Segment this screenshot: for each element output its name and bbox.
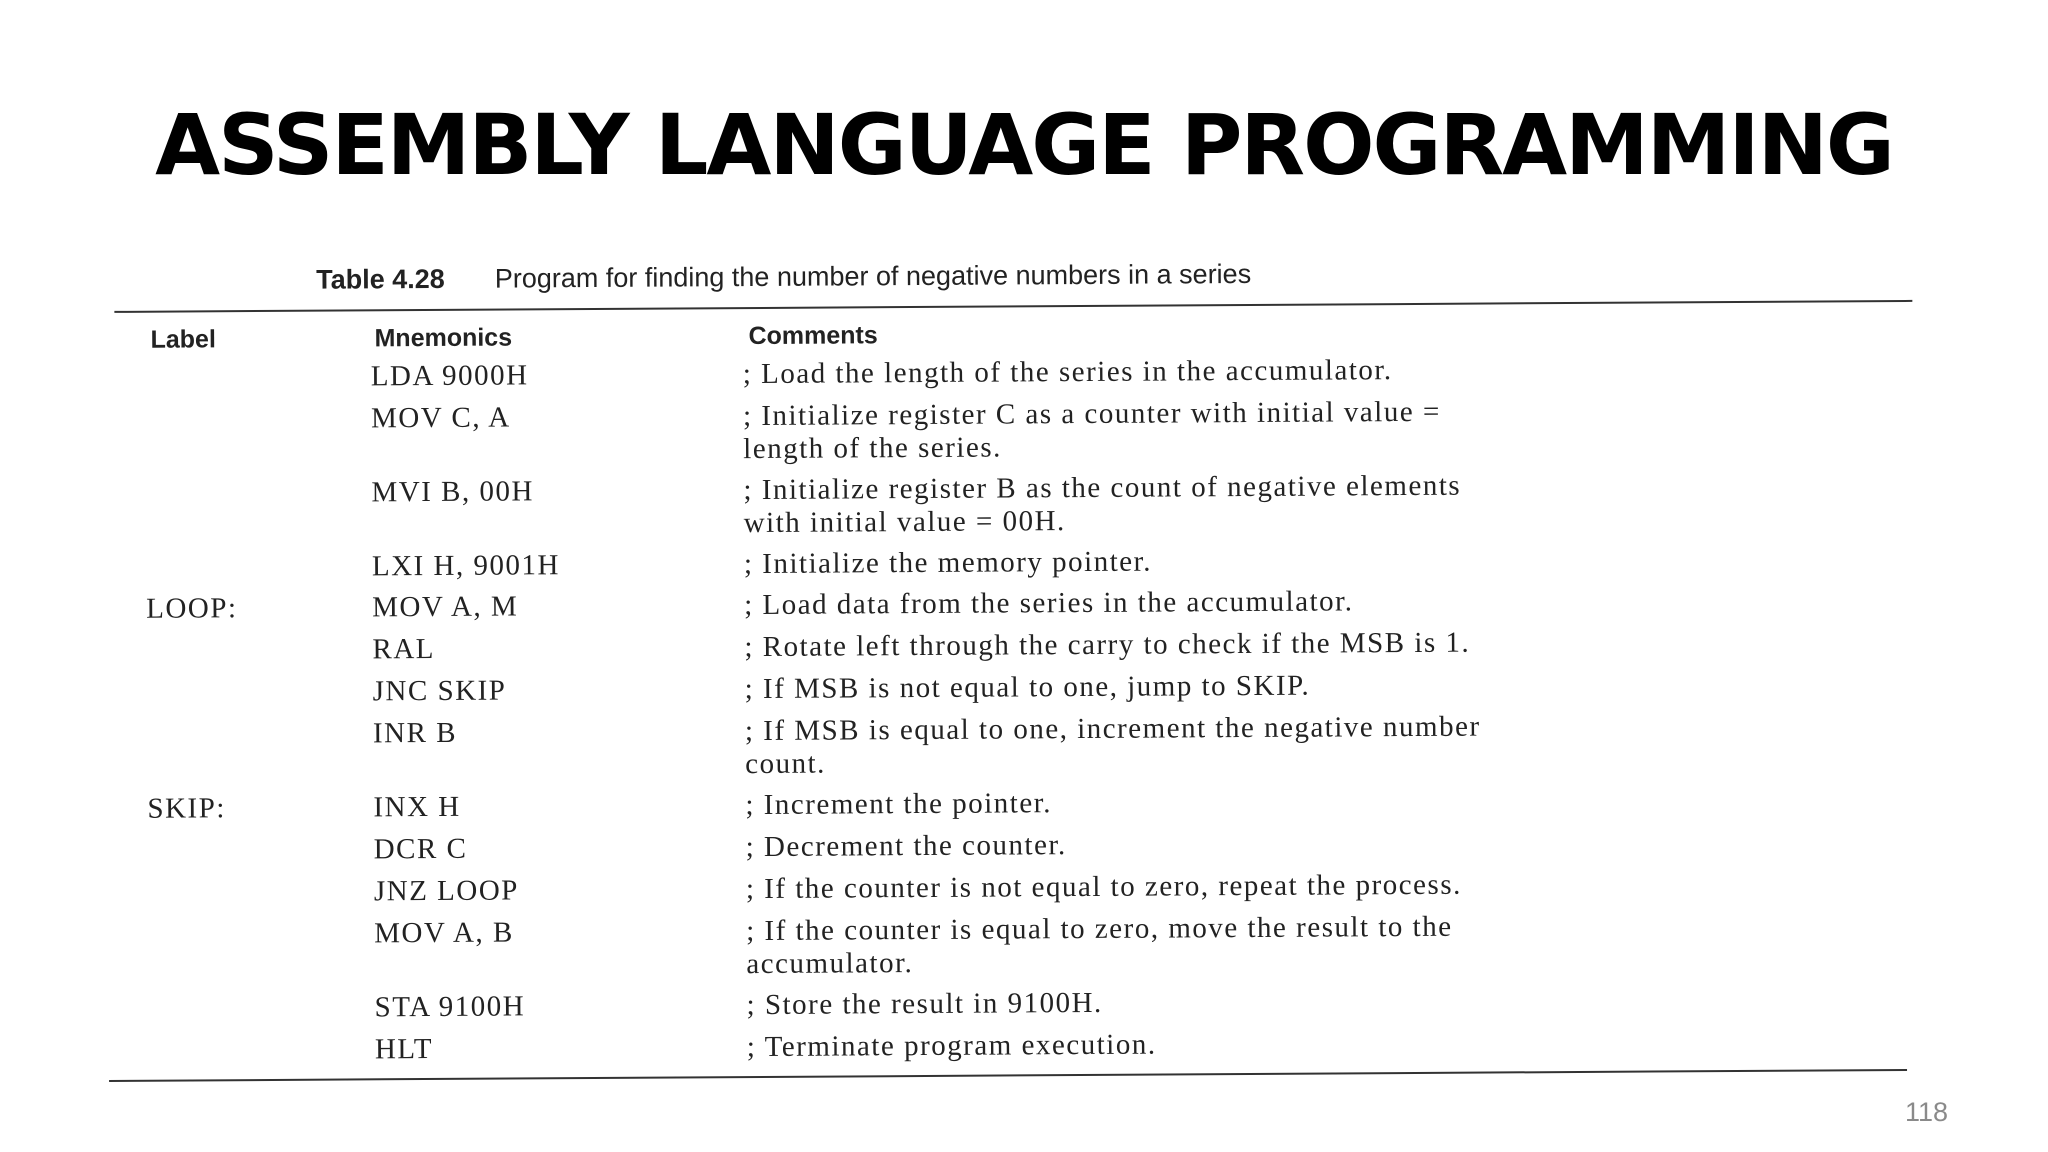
row-label: LOOP:: [146, 592, 238, 625]
header-comments: Comments: [748, 321, 878, 351]
row-mnemonic: MOV C, A: [370, 401, 511, 435]
row-comment: ; Terminate program execution.: [746, 1028, 1157, 1064]
table-top-rule: [114, 300, 1912, 313]
row-mnemonic: INR B: [372, 716, 458, 750]
table-row: [103, 666, 1923, 708]
row-comment: ; Store the result in 9100H.: [746, 986, 1103, 1022]
row-comment: ; If the counter is not equal to zero, repeat the process.: [745, 868, 1462, 906]
slide-title: ASSEMBLY LANGUAGE PROGRAMMING: [155, 96, 1893, 194]
table-row: [104, 908, 1924, 981]
row-comment: ; Increment the pointer.: [745, 787, 1053, 822]
row-mnemonic: JNC SKIP: [372, 674, 507, 708]
table-row: [103, 708, 1923, 781]
page-number: 118: [1904, 1097, 1948, 1127]
table-row: [104, 866, 1924, 908]
table-row: [102, 541, 1922, 583]
row-label: SKIP:: [147, 792, 226, 825]
row-mnemonic: DCR C: [373, 832, 468, 866]
table-row: [105, 982, 1925, 1024]
table-row: [102, 624, 1922, 666]
row-comment: ; Decrement the counter.: [745, 829, 1067, 864]
row-comment: ; Rotate left through the carry to check if the MSB is 1.: [744, 626, 1471, 664]
table-row: [101, 467, 1921, 540]
row-mnemonic: LDA 9000H: [370, 359, 529, 393]
header-mnemonics: Mnemonics: [374, 323, 513, 353]
row-comment: ; Initialize register C as a counter with initial value = length of the series.: [742, 395, 1441, 466]
row-mnemonic: STA 9100H: [374, 990, 526, 1024]
table-row: [105, 1024, 1925, 1066]
table-row: [102, 582, 1922, 625]
table-caption-text: Program for finding the number of negative numbers in a series: [494, 258, 1252, 294]
row-mnemonic: MOV A, B: [374, 916, 514, 950]
row-comment: ; Load data from the series in the accumulator.: [744, 585, 1354, 622]
row-mnemonic: INX H: [373, 790, 461, 824]
table-caption: [316, 259, 1251, 296]
row-mnemonic: MOV A, M: [372, 590, 519, 624]
row-comment: ; Initialize register B as the count of negative elements with initial value = 00H.: [743, 469, 1462, 540]
row-mnemonic: HLT: [374, 1032, 434, 1066]
table-row: [104, 824, 1924, 866]
header-label: Label: [150, 325, 216, 354]
row-mnemonic: JNZ LOOP: [373, 874, 519, 908]
row-comment: ; Initialize the memory pointer.: [743, 545, 1153, 581]
table-row: [103, 782, 1923, 825]
program-table-figure: [100, 239, 1945, 1090]
row-mnemonic: MVI B, 00H: [371, 475, 535, 509]
row-comment: ; Load the length of the series in the accumulator.: [742, 354, 1393, 391]
row-comment: ; If MSB is equal to one, increment the negative number count.: [744, 710, 1481, 781]
row-comment: ; If MSB is not equal to one, jump to SKIP.: [744, 669, 1311, 706]
table-caption-number: Table 4.28: [316, 263, 445, 295]
table-row: [101, 393, 1921, 466]
row-comment: ; If the counter is equal to zero, move the result to the accumulator.: [746, 910, 1453, 981]
table-bottom-rule: [109, 1069, 1907, 1082]
row-mnemonic: LXI H, 9001H: [371, 549, 560, 583]
row-mnemonic: RAL: [372, 632, 436, 666]
